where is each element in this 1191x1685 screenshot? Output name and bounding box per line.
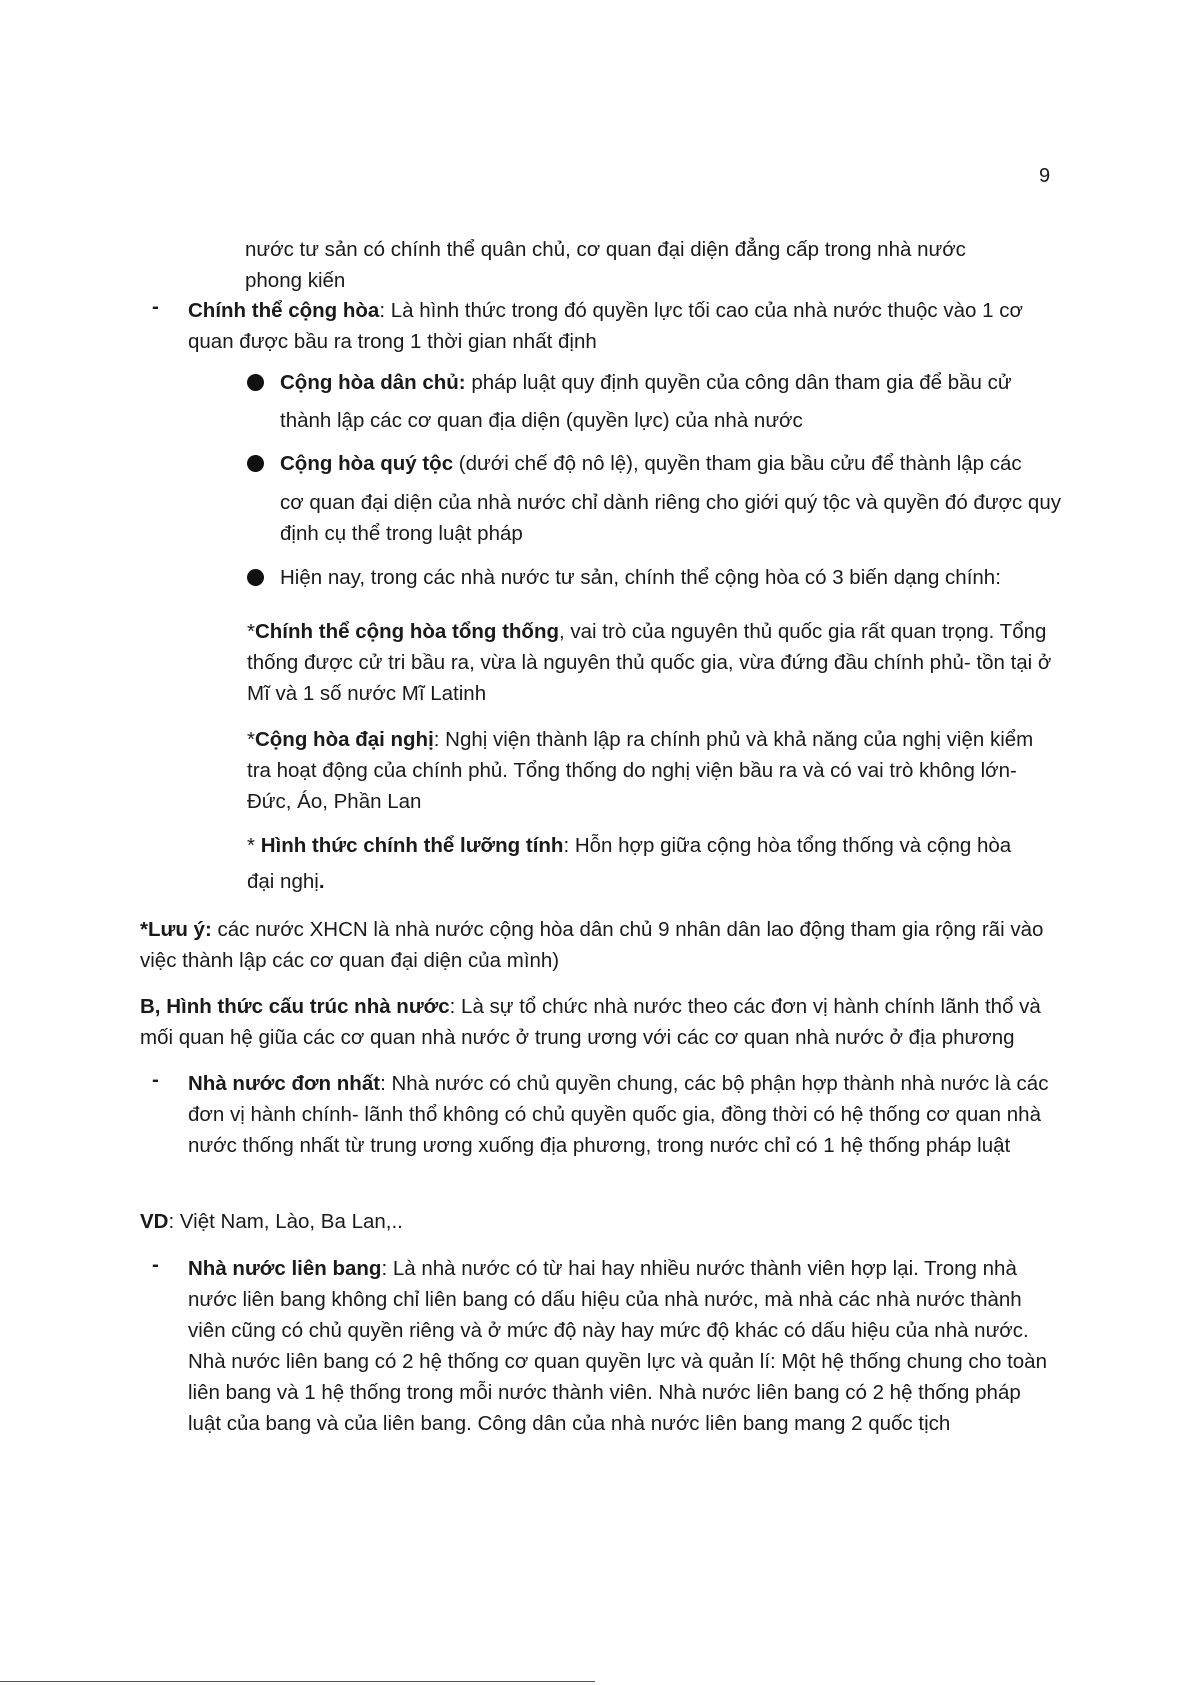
sub-end: .: [318, 870, 325, 893]
section-b-paragraph: [140, 991, 1065, 1053]
dash-marker: -: [152, 1253, 159, 1276]
section-title: B, Hình thức cấu trúc nhà nước: [140, 995, 450, 1018]
example-title: VD: [140, 1210, 169, 1233]
example-paragraph: [140, 1206, 1040, 1237]
sub-text: : Hỗn hợp giữa cộng hòa tổng thống và cộng hòa: [563, 834, 1012, 857]
bullet-item-dan-chu-cont: thành lập các cơ quan địa diện (quyền lực) của nhà nước: [280, 409, 803, 432]
bullet-item-hien-nay: Hiện nay, trong các nhà nước tư sản, chính thể cộng hòa có 3 biến dạng chính:: [280, 566, 1001, 589]
bullet-item-quy-toc-cont: cơ quan đại diện của nhà nước chỉ dành riêng cho giới quý tộc và quyền đó được quy định cụ thể trong luật pháp: [280, 491, 1061, 545]
item-text: : Là nhà nước có từ hai hay nhiều nước thành viên hợp lại. Trong nhà nước liên bang không chỉ liên bang có dấu hiệu của nhà nước, mà nhà các nhà nước thành viên cũng có chủ quyền riêng và ở mức độ này hay mức độ khác có dấu hiệu của nhà nước. Nhà nước liên bang có 2 hệ thống cơ quan quyền lực và quản lí: Một hệ thống chung cho toàn liên bang và 1 hệ thống trong mỗi nước thành viên. Nhà nước liên bang có 2 hệ thống pháp luật của bang và của liên bang. Công dân của nhà nước liên bang mang 2 quốc tịch: [188, 1257, 1047, 1435]
bullet-item-dan-chu: [280, 367, 1070, 398]
dash-marker: -: [152, 1068, 159, 1091]
list-item-don-nhat: [188, 1068, 1056, 1161]
page-number: 9: [1039, 165, 1051, 187]
sub-prefix: *: [247, 620, 255, 643]
sub-text: : Nghị viện thành lập ra chính phủ và khả năng của nghị viện kiểm tra hoạt động của chính phủ. Tổng thống do nghị viện bầu ra và có vai trò không lớn- Đức, Áo, Phần Lan: [247, 728, 1034, 813]
sub-item-luong-tinh: [247, 830, 1057, 861]
bullet-marker: [247, 569, 264, 586]
bullet-item-quy-toc: [280, 448, 1070, 479]
list-item-cong-hoa: [188, 295, 1060, 357]
sub-item-tong-thong: [247, 616, 1057, 709]
sub-title: Cộng hòa đại nghị: [254, 728, 434, 751]
item-text: : Nhà nước có chủ quyền chung, các bộ phận hợp thành nhà nước là các đơn vị hành chính- lãnh thổ không có chủ quyền quốc gia, đồng thời có hệ thống cơ quan nhà nước thống nhất từ trung ương xuống địa phương, trong nước chỉ có 1 hệ thống pháp luật: [188, 1072, 1049, 1157]
item-title: Chính thể cộng hòa: [188, 299, 380, 322]
note-title: *Lưu ý:: [140, 918, 212, 941]
sub-text: , vai trò của nguyên thủ quốc gia rất quan trọng. Tổng thống được cử tri bầu ra, vừa là nguyên thủ quốc gia, vừa đứng đầu chính phủ- tồn tại ở Mĩ và 1 số nước Mĩ Latinh: [247, 620, 1052, 705]
section-text: : Là sự tổ chức nhà nước theo các đơn vị hành chính lãnh thổ và mối quan hệ giũa các cơ quan nhà nước ở trung ương với các cơ quan nhà nước ở địa phương: [140, 995, 1041, 1049]
dash-marker: -: [152, 295, 159, 318]
bullet-marker: [247, 455, 264, 472]
sub-prefix: *: [247, 728, 255, 751]
list-item-lien-bang: [188, 1253, 1056, 1439]
paragraph-continuation: nước tư sản có chính thể quân chủ, cơ quan đại diện đẳng cấp trong nhà nước phong kiến: [245, 238, 966, 292]
item-text: : Là hình thức trong đó quyền lực tối cao của nhà nước thuộc vào 1 cơ quan được bầu ra trong 1 thời gian nhất định: [188, 299, 1023, 353]
note-text: các nước XHCN là nhà nước cộng hòa dân chủ 9 nhân dân lao động tham gia rộng rãi vào việc thành lập các cơ quan đại diện của mình): [140, 918, 1044, 972]
item-title: Nhà nước liên bang: [188, 1257, 382, 1280]
footer-divider: [0, 1681, 595, 1682]
bullet-title: Cộng hòa quý tộc: [280, 452, 454, 475]
item-title: Nhà nước đơn nhất: [188, 1072, 381, 1095]
bullet-text: (dưới chế độ nô lệ), quyền tham gia bầu cửu để thành lập các: [453, 452, 1022, 475]
sub-title: Hình thức chính thể lưỡng tính: [260, 834, 564, 857]
sub-item-dai-nghi: [247, 724, 1057, 817]
sub-prefix: *: [247, 834, 261, 857]
bullet-text: pháp luật quy định quyền của công dân tham gia để bầu cử: [465, 371, 1012, 394]
example-text: : Việt Nam, Lào, Ba Lan,..: [168, 1210, 403, 1233]
bullet-title: Cộng hòa dân chủ:: [280, 371, 466, 394]
sub-text: đại nghị: [247, 870, 319, 893]
sub-item-luong-tinh-cont: [247, 866, 1057, 897]
note-paragraph: [140, 914, 1050, 976]
sub-title: Chính thể cộng hòa tổng thống: [254, 620, 560, 643]
bullet-marker: [247, 374, 264, 391]
